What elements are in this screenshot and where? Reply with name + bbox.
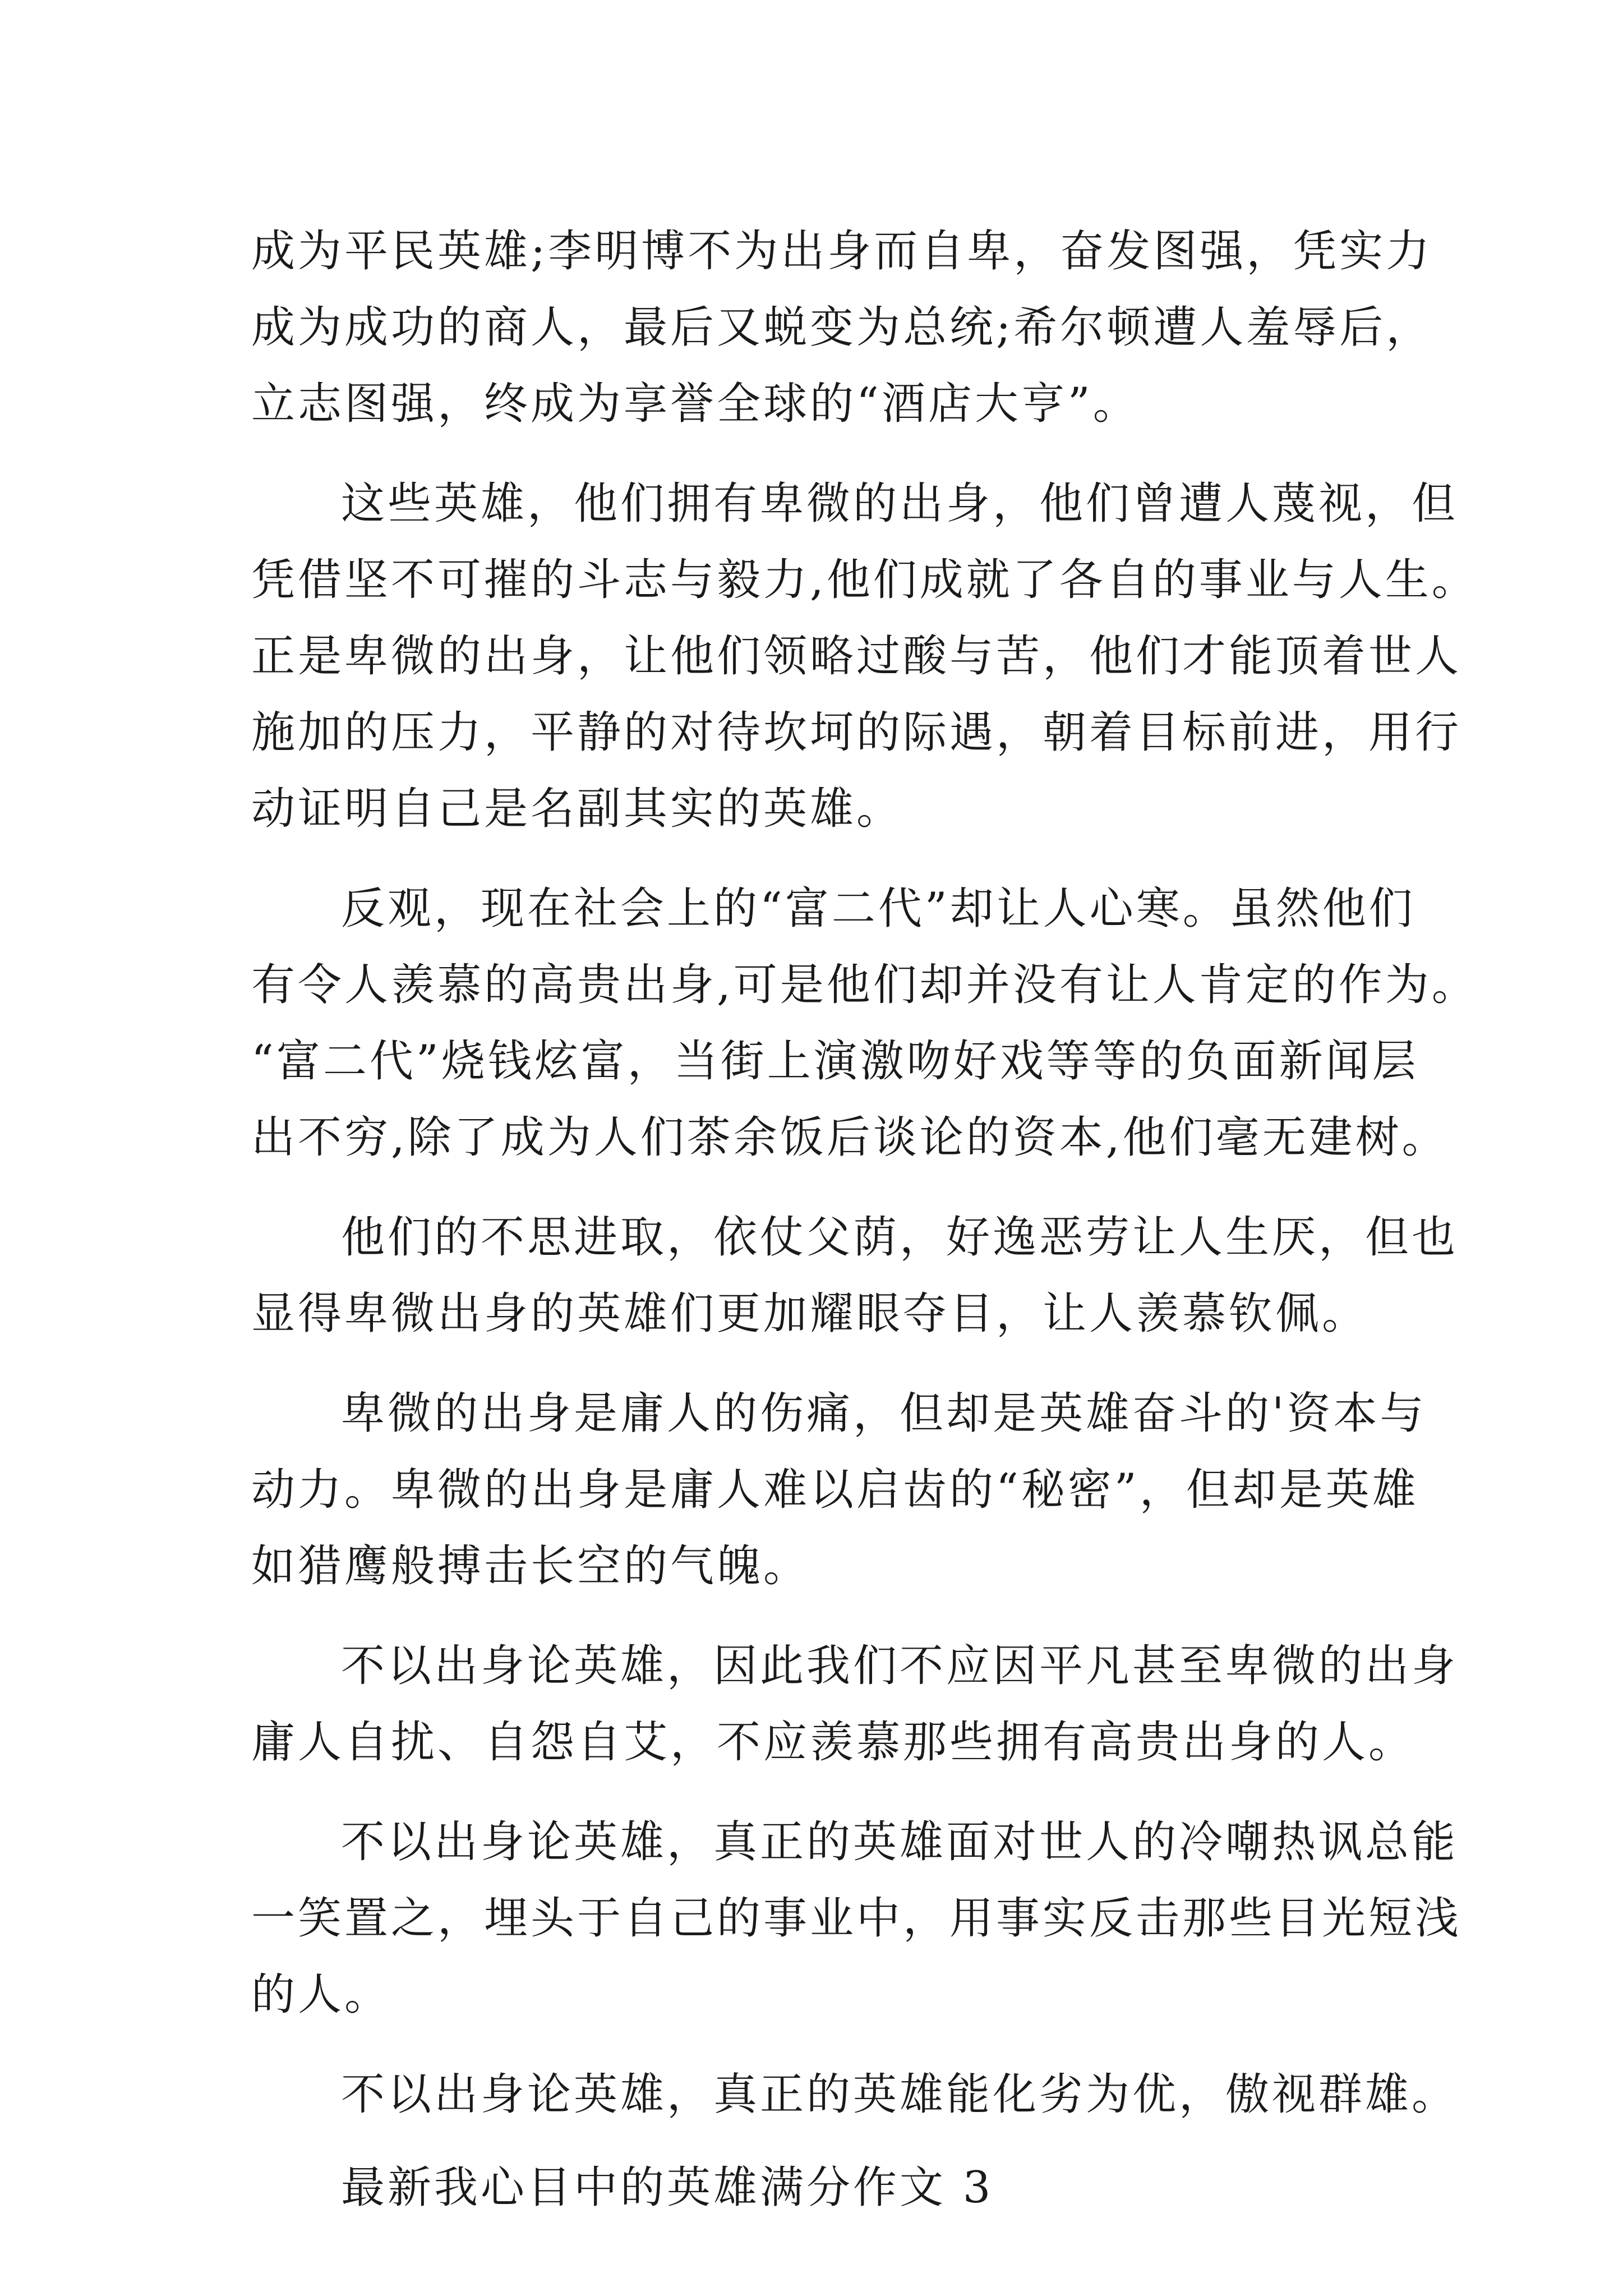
paragraph-line: 不以出身论英雄，真正的英雄能化劣为优，傲视群雄。 [341,2069,1459,2120]
paragraph [251,2056,1459,2133]
paragraph-line: 他们的不思进取，依仗父荫，好逸恶劳让人生厌，但也 [341,1212,1459,1263]
paragraph-line: 成为平民英雄;李明博不为出身而自卑，奋发图强，凭实力 [251,226,1433,277]
paragraph [251,1375,1427,1604]
paragraph-line: 成为成功的商人，最后又蜕变为总统;希尔顿遭人羞辱后， [251,302,1433,353]
paragraph-line: 卑微的出身是庸人的伤痛，但却是英雄奋斗的'资本与 [341,1388,1427,1439]
paragraph [251,1628,1459,1780]
paragraph [251,1199,1459,1352]
paragraph-line: 施加的压力，平静的对待坎坷的际遇，朝着目标前进，用行 [251,707,1462,758]
paragraph-line: 最新我心目中的英雄满分作文 3 [341,2162,994,2213]
paragraph-line: 不以出身论英雄，真正的英雄面对世人的冷嘲热讽总能 [341,1817,1459,1867]
document-body [251,213,1478,2226]
paragraph-line: “富二代”烧钱炫富，当街上演激吻好戏等等的负面新闻层 [251,1036,1419,1087]
paragraph-line: 有令人羡慕的高贵出身,可是他们却并没有让人肯定的作为。 [251,960,1478,1010]
paragraph-line: 这些英雄，他们拥有卑微的出身，他们曾遭人蔑视，但 [341,478,1459,529]
paragraph [251,1804,1462,2033]
paragraph-line: 出不穷,除了成为人们茶余饭后谈论的资本,他们毫无建树。 [251,1112,1449,1163]
paragraph [251,466,1478,847]
paragraph [251,871,1478,1176]
paragraph-line: 立志图强，终成为享誉全球的“酒店大亨”。 [251,379,1140,429]
paragraph-line: 动力。卑微的出身是庸人难以启齿的“秘密”，但却是英雄 [251,1465,1419,1515]
paragraph-line: 庸人自扰、自怨自艾，不应羡慕那些拥有高贵出身的人。 [251,1717,1415,1768]
paragraph-line: 正是卑微的出身，让他们领略过酸与苦，他们才能顶着世人 [251,631,1462,682]
paragraph-line: 反观，现在社会上的“富二代”却让人心寒。虽然他们 [341,884,1415,934]
paragraph [251,213,1433,442]
section-heading [251,2150,1401,2226]
paragraph-line: 如猎鹰般搏击长空的气魄。 [251,1541,810,1591]
paragraph-line: 一笑置之，埋头于自己的事业中，用事实反击那些目光短浅 [251,1893,1462,1944]
paragraph-line: 不以出身论英雄，因此我们不应因平凡甚至卑微的出身 [341,1641,1459,1691]
paragraph-line: 凭借坚不可摧的斗志与毅力,他们成就了各自的事业与人生。 [251,555,1478,605]
paragraph-line: 显得卑微出身的英雄们更加耀眼夺目，让人羡慕钦佩。 [251,1289,1369,1339]
paragraph-line: 的人。 [251,1970,391,2020]
paragraph-line: 动证明自己是名副其实的英雄。 [251,784,903,834]
